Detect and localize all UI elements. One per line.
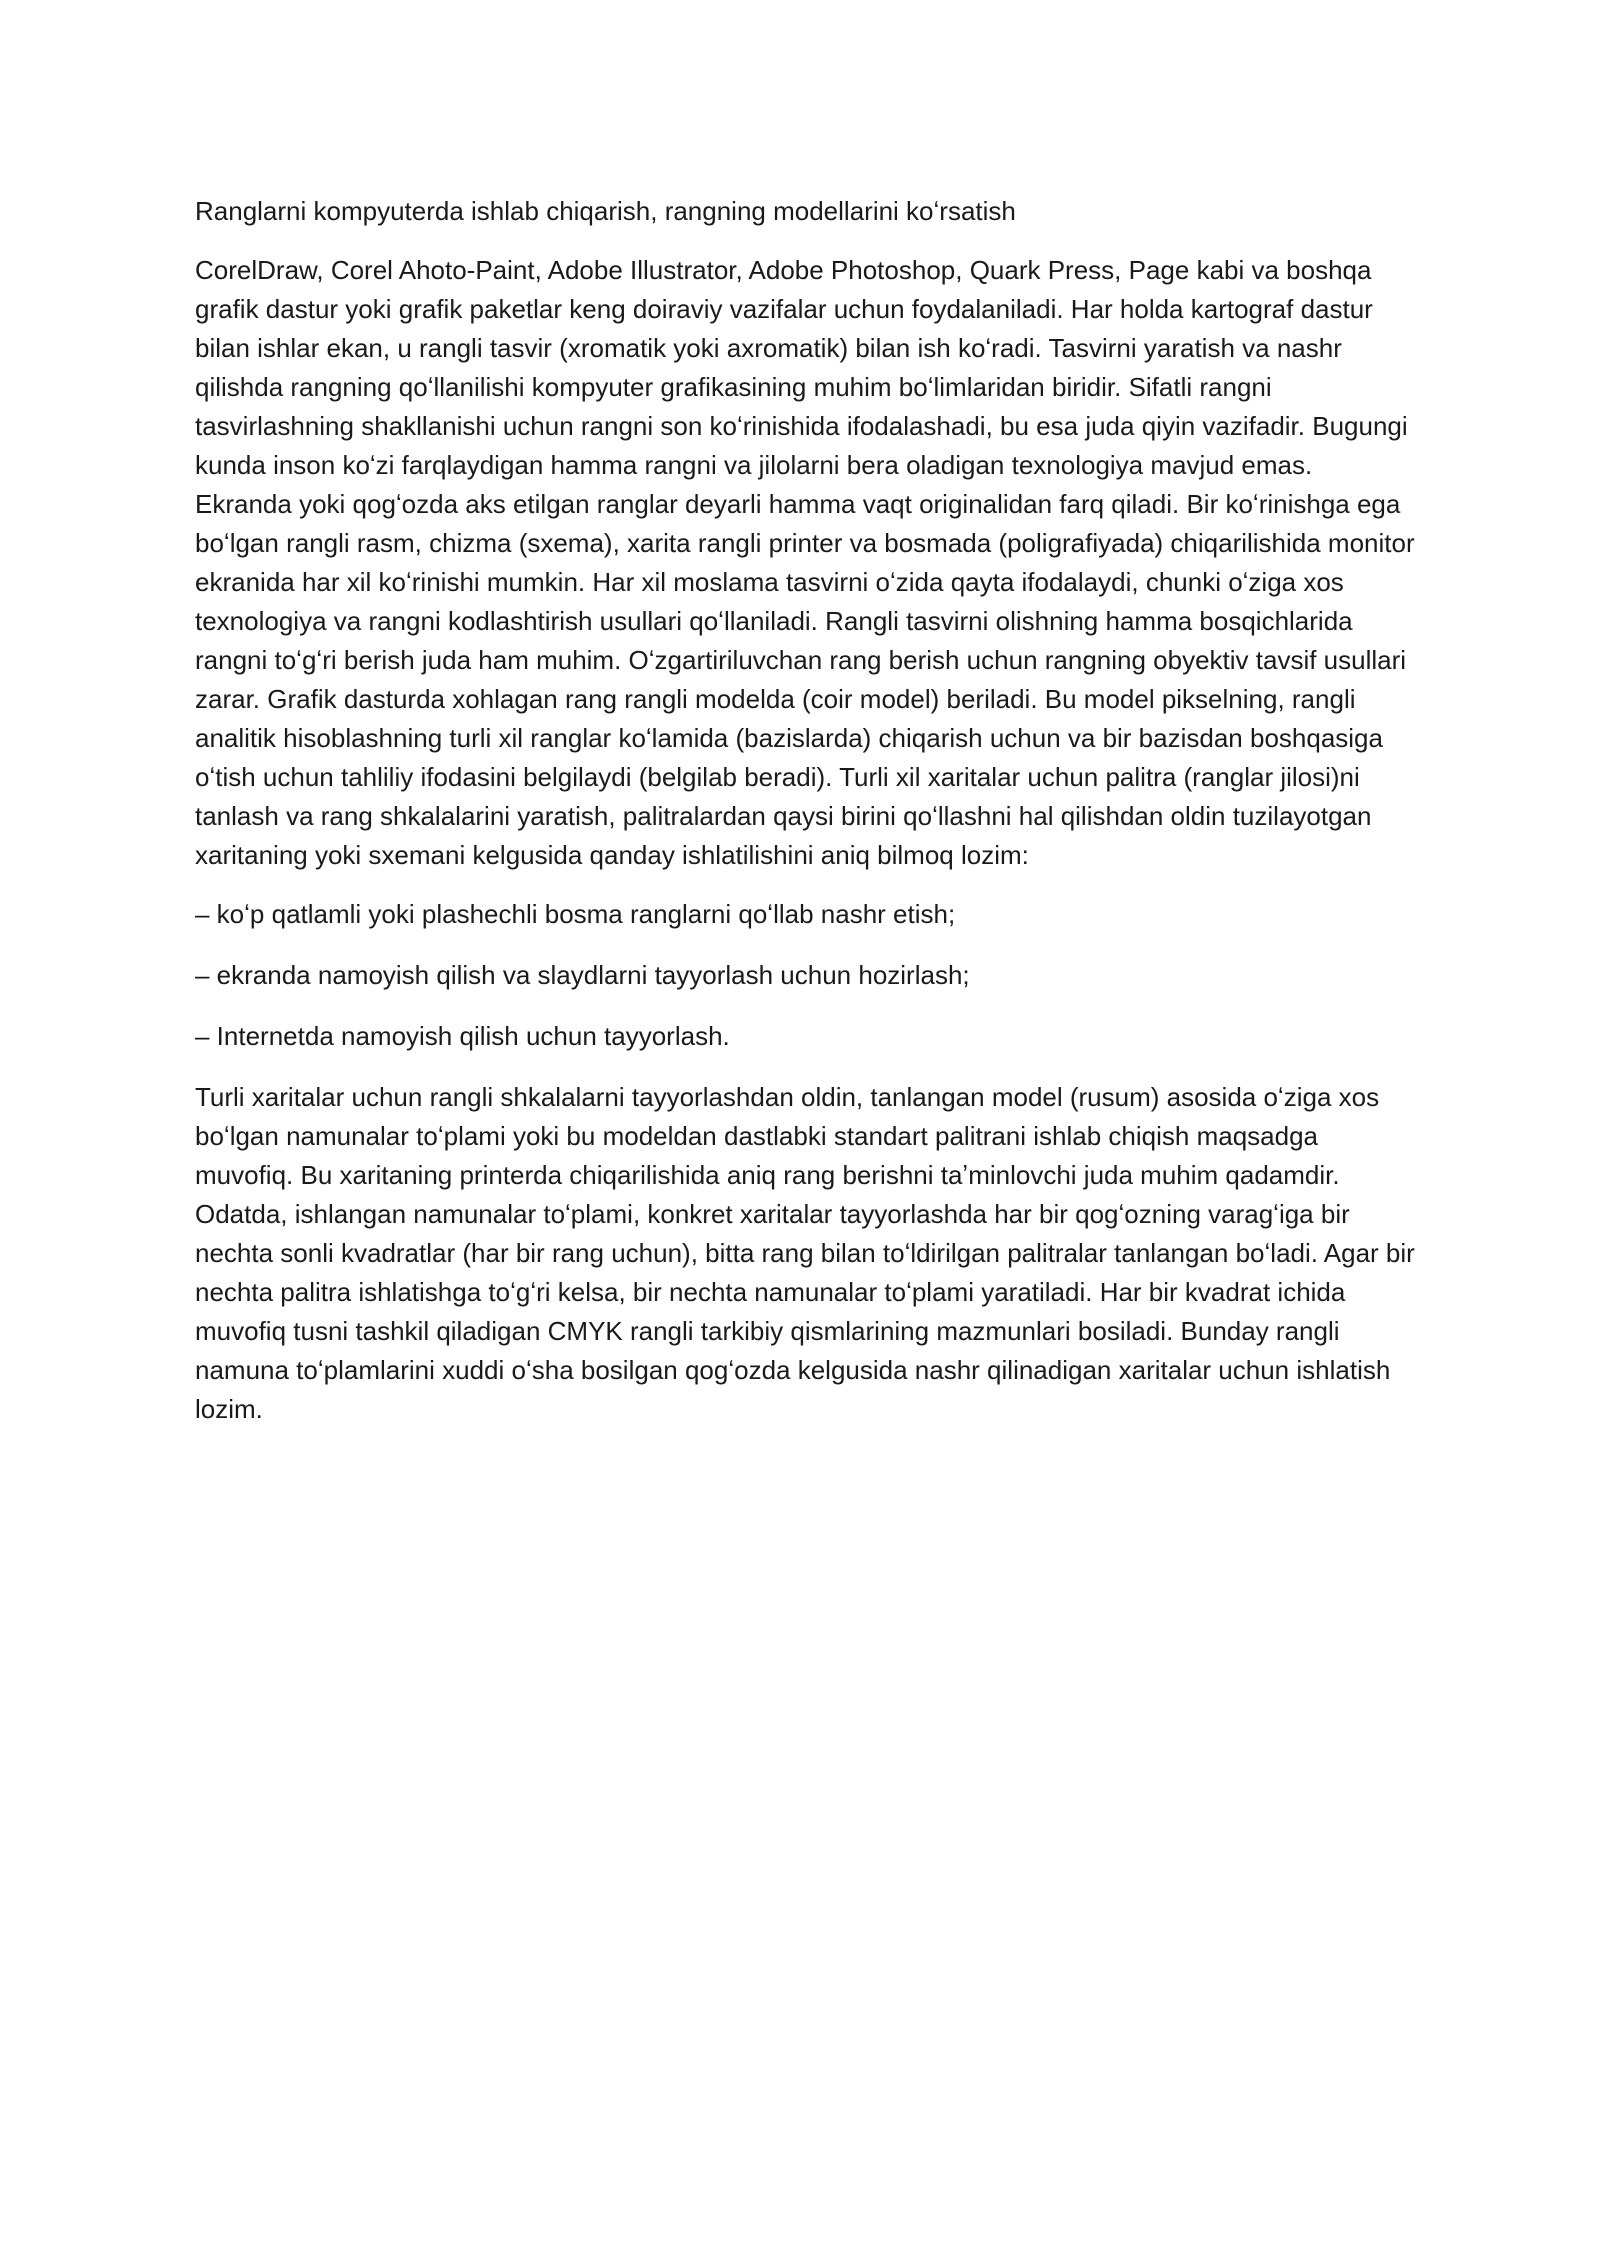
paragraph-2: Turli xaritalar uchun rangli shkalalarni tayyorlashdan oldin, tanlangan model (rusum) asosida oʻziga xos boʻlgan namunalar toʻplami yoki bu modeldan dastlabki standart palitrani ishlab chiqish maqsadga muvofiq. Bu xaritaning printerda chiqarilishida aniq rang berishni taʼminlovchi juda muhim qadamdir. Odatda, ishlangan namunalar toʻplami, konkret xaritalar tayyorlashda har bir qogʻozning varagʻiga bir nechta sonli kvadratlar (har bir rang uchun), bitta rang bilan toʻldirilgan palitralar tanlangan boʻladi. Agar bir nechta palitra ishlatishga toʻgʻri kelsa, bir nechta namunalar toʻplami yaratiladi. Har bir kvadrat ichida muvofiq tusni tashkil qiladigan CMYK rangli tarkibiy qismlarining mazmunlari bosiladi. Bunday rangli namuna toʻplamlarini xuddi oʻsha bosilgan qogʻozda kelgusida nashr qilinadigan xaritalar uchun ishlatish lozim. [195,1082,1415,1424]
list-item: – ekranda namoyish qilish va slaydlarni tayyorlash uchun hozirlash; [195,960,970,990]
list-item: – koʻp qatlamli yoki plashechli bosma ranglarni qoʻllab nashr etish; [195,899,956,929]
document-title: Ranglarni kompyuterda ishlab chiqarish, rangning modellarini koʻrsatish [195,196,1016,226]
paragraph-1: CorelDraw, Corel Ahoto-Paint, Adobe Illustrator, Adobe Photoshop, Quark Press, Page kabi va boshqa grafik dastur yoki grafik paketlar keng doiraviy vazifalar uchun foydalaniladi. Har holda kartograf dastur bilan ishlar ekan, u rangli tasvir (xromatik yoki axromatik) bilan ish koʻradi. Tasvirni yaratish va nashr qilishda rangning qoʻllanilishi kompyuter grafikasining muhim boʻlimlaridan biridir. Sifatli rangni tasvirlashning shakllanishi uchun rangni son koʻrinishida ifodalashadi, bu esa juda qiyin vazifadir. Bugungi kunda inson koʻzi farqlaydigan hamma rangni va jilolarni bera oladigan texnologiya mavjud emas. Ekranda yoki qogʻozda aks etilgan ranglar deyarli hamma vaqt originalidan farq qiladi. Bir koʻrinishga ega boʻlgan rangli rasm, chizma (sxema), xarita rangli printer va bosmada (poligrafiyada) chiqarilishida monitor ekranida har xil koʻrinishi mumkin. Har xil moslama tasvirni oʻzida qayta ifodalaydi, chunki oʻziga xos texnologiya va rangni kodlashtirish usullari qoʻllaniladi. Rangli tasvirni olishning hamma bosqichlarida rangni toʻgʻri berish juda ham muhim. Oʻzgartiriluvchan rang berish uchun rangning obyektiv tavsif usullari zarar. Grafik dasturda xohlagan rang rangli modelda (coir model) beriladi. Bu model pikselning, rangli analitik hisoblashning turli xil ranglar koʻlamida (bazislarda) chiqarish uchun va bir bazisdan boshqasiga oʻtish uchun tahliliy ifodasini belgilaydi (belgilab beradi). Turli xil xaritalar uchun palitra (ranglar jilosi)ni tanlash va rang shkalalarini yaratish, palitralardan qaysi birini qoʻllashni hal qilishdan oldin tuzilayotgan xaritaning yoki sxemani kelgusida qanday ishlatilishini aniq bilmoq lozim: [195,255,1415,870]
list-item: – Internetda namoyish qilish uchun tayyorlash. [195,1021,730,1051]
document-body [195,192,1415,1449]
